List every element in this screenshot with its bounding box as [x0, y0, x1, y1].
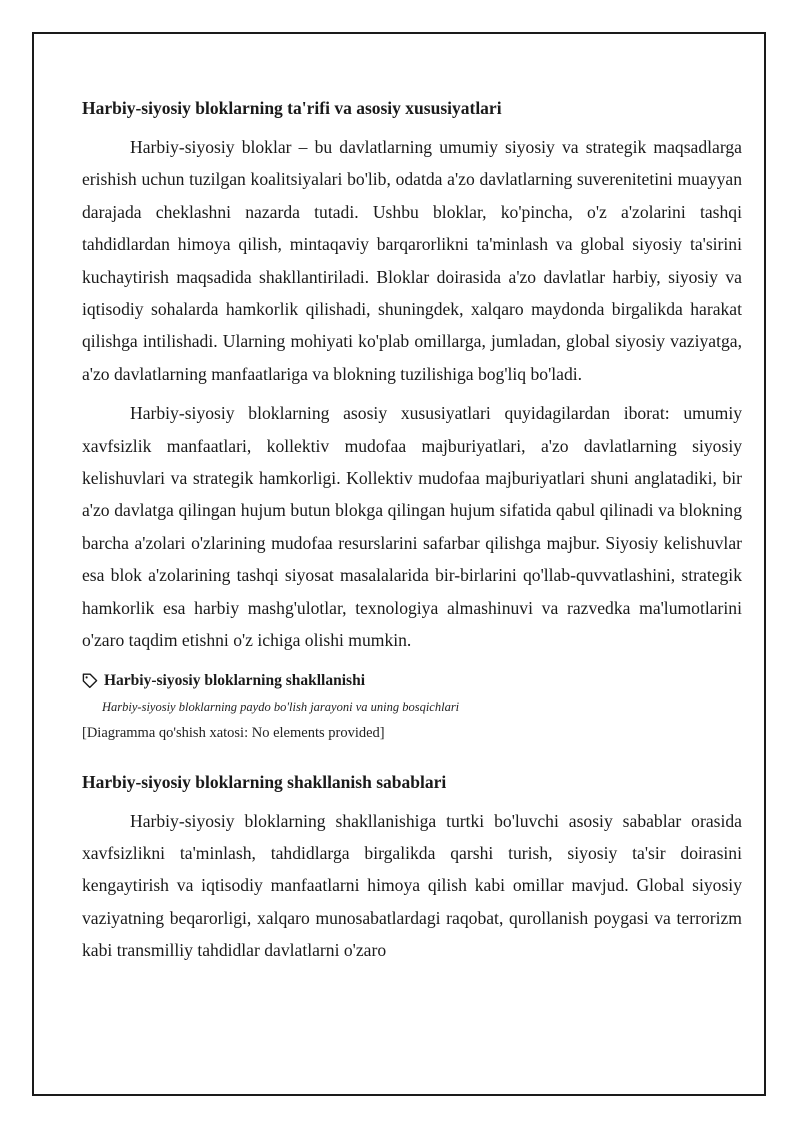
- diagram-title-row: [82, 671, 742, 691]
- tag-icon: [82, 673, 98, 689]
- section-heading-definition: Harbiy-siyosiy bloklarning ta'rifi va asosiy xususiyatlari: [82, 98, 502, 118]
- document-content: [82, 95, 742, 967]
- paragraph-definition: Harbiy-siyosiy bloklar – bu davlatlarning umumiy siyosiy va strategik maqsadlarga erishish uchun tuzilgan koalitsiyalari bo'lib, odatda a'zo davlatlarning suverenitetini muayyan darajada cheklashni nazarda tutadi. Ushbu bloklar, ko'pincha, o'z a'zolarini tashqi tahdidlardan himoya qilish, mintaqaviy barqarorlikni ta'minlash va global siyosiy ta'sirini kuchaytirish maqsadida shakllantiriladi. Bloklar doirasida a'zo davlatlar harbiy, siyosiy va iqtisodiy sohalarda hamkorlik qilishadi, shuningdek, xalqaro maydonda birgalikda harakat qilishga intilishadi. Ularning mohiyati ko'plab omillarga, jumladan, global siyosiy vaziyatga, a'zo davlatlarning manfaatlariga va blokning tuzilishiga bog'liq bo'ladi.: [82, 137, 742, 384]
- section-heading-causes: Harbiy-siyosiy bloklarning shakllanish sabablari: [82, 771, 447, 792]
- paragraph-causes: Harbiy-siyosiy bloklarning shakllanishiga turtki bo'luvchi asosiy sabablar orasida xavfsizlikni ta'minlash, tahdidlarga birgalikda qarshi turish, siyosiy ta'sir doirasini kengaytirish va iqtisodiy manfaatlarni himoya qilish kabi omillar mavjud. Global siyosiy vaziyatning beqarorligi, xalqaro munosabatlardagi raqobat, qurollanish poygasi va terrorizm kabi transmilliy tahdidlar davlatlarni o'zaro: [82, 810, 742, 961]
- section-causes: [82, 769, 742, 967]
- diagram-subtitle: Harbiy-siyosiy bloklarning paydo bo'lish jarayoni va uning bosqichlari: [102, 699, 460, 714]
- diagram-title: Harbiy-siyosiy bloklarning shakllanishi: [104, 671, 366, 689]
- diagram-error-message: [Diagramma qo'shish xatosi: No elements provided]: [82, 724, 385, 741]
- paragraph-features: Harbiy-siyosiy bloklarning asosiy xususiyatlari quyidagilardan iborat: umumiy xavfsizlik manfaatlari, kollektiv mudofaa majburiyatlari, a'zo davlatlarning siyosiy kelishuvlari va strategik hamkorligi. Kollektiv mudofaa majburiyatlari shuni anglatadiki, bir a'zo davlatga qilingan hujum butun blokga qilingan hujum sifatida qabul qilinadi va blokning barcha a'zolari o'zlarining mudofaa resurslarini safarbar qilishga majbur. Siyosiy kelishuvlar esa blok a'zolarining tashqi siyosat masalalarida bir-birlarini qo'llab-quvvatlashini, strategik hamkorlik esa harbiy mashg'ulotlar, texnologiya almashinuvi va razvedka ma'lumotlarini o'zaro taqdim etishni o'z ichiga olishi mumkin.: [82, 403, 742, 651]
- diagram-placeholder: [82, 671, 742, 743]
